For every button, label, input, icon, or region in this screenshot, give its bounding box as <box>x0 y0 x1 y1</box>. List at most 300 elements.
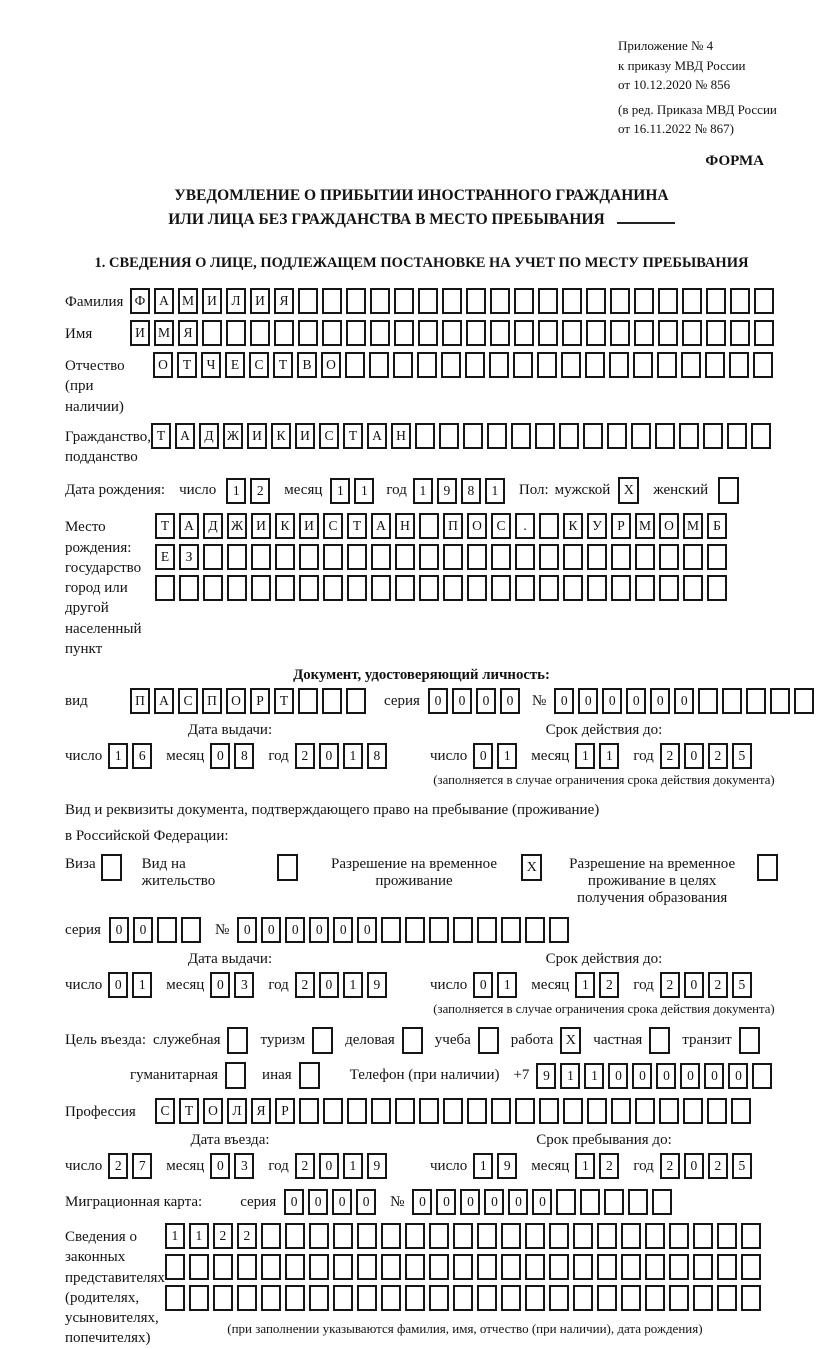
char-cell[interactable]: 0 <box>308 1189 328 1215</box>
char-cell[interactable]: 0 <box>602 688 622 714</box>
char-cell[interactable]: 2 <box>295 972 315 998</box>
char-cell[interactable] <box>752 1063 772 1089</box>
char-cell[interactable]: 0 <box>108 972 128 998</box>
char-cell[interactable] <box>751 423 771 449</box>
char-cell[interactable] <box>346 288 366 314</box>
char-cell[interactable] <box>323 1098 343 1124</box>
char-cell[interactable] <box>706 320 726 346</box>
char-cell[interactable] <box>155 575 175 601</box>
char-cell[interactable] <box>395 575 415 601</box>
char-cell[interactable] <box>251 575 271 601</box>
char-cell[interactable] <box>525 917 545 943</box>
char-cell[interactable] <box>357 1254 377 1280</box>
char-cell[interactable]: 0 <box>428 688 448 714</box>
char-cell[interactable] <box>587 575 607 601</box>
char-cell[interactable]: 2 <box>708 972 728 998</box>
char-cell[interactable] <box>727 423 747 449</box>
char-cell[interactable]: 0 <box>473 743 493 769</box>
char-cell[interactable] <box>419 544 439 570</box>
char-cell[interactable] <box>597 1285 617 1311</box>
char-cell[interactable] <box>707 575 727 601</box>
char-cell[interactable] <box>381 917 401 943</box>
char-cell[interactable] <box>477 1285 497 1311</box>
char-cell[interactable]: А <box>371 513 391 539</box>
char-cell[interactable] <box>573 1223 593 1249</box>
char-cell[interactable]: 3 <box>234 972 254 998</box>
purpose-transit-checkbox[interactable] <box>739 1027 760 1054</box>
char-cell[interactable] <box>706 288 726 314</box>
char-cell[interactable]: 2 <box>250 478 270 504</box>
purpose-other-checkbox[interactable] <box>299 1062 320 1089</box>
char-cell[interactable]: 5 <box>732 743 752 769</box>
purpose-tourism-checkbox[interactable] <box>312 1027 333 1054</box>
char-cell[interactable]: Т <box>347 513 367 539</box>
char-cell[interactable] <box>489 352 509 378</box>
char-cell[interactable] <box>371 575 391 601</box>
char-cell[interactable]: К <box>563 513 583 539</box>
char-cell[interactable]: 8 <box>461 478 481 504</box>
char-cell[interactable] <box>515 544 535 570</box>
char-cell[interactable]: 0 <box>674 688 694 714</box>
char-cell[interactable]: С <box>155 1098 175 1124</box>
char-cell[interactable] <box>535 423 555 449</box>
char-cell[interactable]: 0 <box>284 1189 304 1215</box>
char-cell[interactable] <box>559 423 579 449</box>
char-cell[interactable]: 1 <box>584 1063 604 1089</box>
char-cell[interactable] <box>405 1223 425 1249</box>
char-cell[interactable]: 2 <box>708 743 728 769</box>
char-cell[interactable] <box>346 688 366 714</box>
char-cell[interactable] <box>443 544 463 570</box>
char-cell[interactable]: С <box>249 352 269 378</box>
char-cell[interactable] <box>299 1098 319 1124</box>
char-cell[interactable] <box>514 288 534 314</box>
char-cell[interactable]: Б <box>707 513 727 539</box>
char-cell[interactable] <box>607 423 627 449</box>
char-cell[interactable] <box>722 688 742 714</box>
char-cell[interactable]: О <box>203 1098 223 1124</box>
char-cell[interactable]: 1 <box>560 1063 580 1089</box>
char-cell[interactable] <box>285 1254 305 1280</box>
char-cell[interactable] <box>261 1254 281 1280</box>
char-cell[interactable]: 0 <box>680 1063 700 1089</box>
char-cell[interactable]: 0 <box>508 1189 528 1215</box>
char-cell[interactable]: 1 <box>108 743 128 769</box>
char-cell[interactable] <box>309 1285 329 1311</box>
char-cell[interactable] <box>202 320 222 346</box>
char-cell[interactable]: Л <box>227 1098 247 1124</box>
char-cell[interactable] <box>419 575 439 601</box>
char-cell[interactable] <box>477 1223 497 1249</box>
char-cell[interactable]: О <box>321 352 341 378</box>
char-cell[interactable] <box>658 320 678 346</box>
char-cell[interactable] <box>621 1285 641 1311</box>
char-cell[interactable] <box>717 1254 737 1280</box>
char-cell[interactable] <box>682 288 702 314</box>
char-cell[interactable] <box>562 320 582 346</box>
char-cell[interactable] <box>275 544 295 570</box>
char-cell[interactable]: Ч <box>201 352 221 378</box>
char-cell[interactable] <box>583 423 603 449</box>
char-cell[interactable]: 0 <box>578 688 598 714</box>
char-cell[interactable] <box>275 575 295 601</box>
char-cell[interactable] <box>371 544 391 570</box>
char-cell[interactable]: . <box>515 513 535 539</box>
char-cell[interactable] <box>323 544 343 570</box>
char-cell[interactable] <box>730 288 750 314</box>
char-cell[interactable]: 0 <box>532 1189 552 1215</box>
char-cell[interactable] <box>539 575 559 601</box>
char-cell[interactable]: Е <box>225 352 245 378</box>
char-cell[interactable] <box>370 288 390 314</box>
char-cell[interactable] <box>298 688 318 714</box>
char-cell[interactable]: С <box>491 513 511 539</box>
char-cell[interactable] <box>621 1254 641 1280</box>
char-cell[interactable] <box>333 1223 353 1249</box>
temp-residence-checkbox[interactable]: X <box>521 854 542 881</box>
char-cell[interactable]: Т <box>155 513 175 539</box>
char-cell[interactable] <box>731 1098 751 1124</box>
char-cell[interactable] <box>658 288 678 314</box>
char-cell[interactable] <box>261 1285 281 1311</box>
char-cell[interactable] <box>657 352 677 378</box>
char-cell[interactable] <box>487 423 507 449</box>
char-cell[interactable] <box>463 423 483 449</box>
char-cell[interactable] <box>227 544 247 570</box>
char-cell[interactable]: 0 <box>261 917 281 943</box>
char-cell[interactable] <box>515 1098 535 1124</box>
char-cell[interactable]: Т <box>343 423 363 449</box>
char-cell[interactable] <box>466 320 486 346</box>
char-cell[interactable] <box>394 288 414 314</box>
char-cell[interactable] <box>585 352 605 378</box>
char-cell[interactable]: Ж <box>223 423 243 449</box>
char-cell[interactable]: 0 <box>237 917 257 943</box>
char-cell[interactable]: 1 <box>132 972 152 998</box>
char-cell[interactable] <box>322 288 342 314</box>
char-cell[interactable]: 0 <box>210 1153 230 1179</box>
char-cell[interactable] <box>549 1285 569 1311</box>
char-cell[interactable] <box>515 575 535 601</box>
char-cell[interactable] <box>429 917 449 943</box>
char-cell[interactable]: 0 <box>728 1063 748 1089</box>
char-cell[interactable] <box>429 1223 449 1249</box>
char-cell[interactable] <box>405 917 425 943</box>
char-cell[interactable]: И <box>247 423 267 449</box>
char-cell[interactable]: Н <box>395 513 415 539</box>
char-cell[interactable]: Н <box>391 423 411 449</box>
char-cell[interactable] <box>705 352 725 378</box>
char-cell[interactable]: 2 <box>108 1153 128 1179</box>
char-cell[interactable]: 9 <box>437 478 457 504</box>
char-cell[interactable]: А <box>367 423 387 449</box>
char-cell[interactable] <box>453 1223 473 1249</box>
char-cell[interactable] <box>609 352 629 378</box>
char-cell[interactable] <box>611 1098 631 1124</box>
char-cell[interactable] <box>419 513 439 539</box>
char-cell[interactable]: 1 <box>575 743 595 769</box>
purpose-study-checkbox[interactable] <box>478 1027 499 1054</box>
char-cell[interactable] <box>443 575 463 601</box>
char-cell[interactable]: 0 <box>476 688 496 714</box>
char-cell[interactable] <box>453 917 473 943</box>
char-cell[interactable]: П <box>202 688 222 714</box>
char-cell[interactable] <box>357 1285 377 1311</box>
char-cell[interactable] <box>707 1098 727 1124</box>
char-cell[interactable]: 1 <box>189 1223 209 1249</box>
char-cell[interactable] <box>333 1285 353 1311</box>
blank-underline[interactable] <box>617 208 675 224</box>
char-cell[interactable] <box>659 544 679 570</box>
char-cell[interactable]: О <box>659 513 679 539</box>
char-cell[interactable]: 0 <box>684 1153 704 1179</box>
char-cell[interactable]: 0 <box>650 688 670 714</box>
char-cell[interactable] <box>556 1189 576 1215</box>
char-cell[interactable] <box>357 1223 377 1249</box>
char-cell[interactable] <box>405 1285 425 1311</box>
char-cell[interactable] <box>698 688 718 714</box>
char-cell[interactable]: Я <box>274 288 294 314</box>
char-cell[interactable] <box>381 1254 401 1280</box>
char-cell[interactable]: Я <box>251 1098 271 1124</box>
char-cell[interactable]: 1 <box>343 1153 363 1179</box>
char-cell[interactable]: К <box>275 513 295 539</box>
char-cell[interactable] <box>381 1223 401 1249</box>
char-cell[interactable]: 1 <box>599 743 619 769</box>
char-cell[interactable] <box>309 1223 329 1249</box>
char-cell[interactable]: 0 <box>133 917 153 943</box>
char-cell[interactable] <box>754 320 774 346</box>
char-cell[interactable] <box>703 423 723 449</box>
char-cell[interactable]: И <box>130 320 150 346</box>
char-cell[interactable] <box>655 423 675 449</box>
char-cell[interactable] <box>346 320 366 346</box>
char-cell[interactable]: 1 <box>485 478 505 504</box>
char-cell[interactable]: С <box>178 688 198 714</box>
char-cell[interactable] <box>611 544 631 570</box>
char-cell[interactable] <box>467 1098 487 1124</box>
char-cell[interactable] <box>203 575 223 601</box>
purpose-official-checkbox[interactable] <box>227 1027 248 1054</box>
char-cell[interactable]: 9 <box>367 1153 387 1179</box>
char-cell[interactable]: 2 <box>237 1223 257 1249</box>
char-cell[interactable]: С <box>323 513 343 539</box>
char-cell[interactable] <box>395 1098 415 1124</box>
char-cell[interactable] <box>261 1223 281 1249</box>
char-cell[interactable]: А <box>154 288 174 314</box>
char-cell[interactable] <box>345 352 365 378</box>
male-checkbox[interactable]: X <box>618 477 639 504</box>
char-cell[interactable] <box>299 544 319 570</box>
char-cell[interactable]: 1 <box>575 1153 595 1179</box>
char-cell[interactable]: 2 <box>295 743 315 769</box>
char-cell[interactable] <box>610 288 630 314</box>
char-cell[interactable] <box>631 423 651 449</box>
char-cell[interactable]: 1 <box>413 478 433 504</box>
char-cell[interactable]: У <box>587 513 607 539</box>
char-cell[interactable] <box>439 423 459 449</box>
char-cell[interactable] <box>467 544 487 570</box>
char-cell[interactable]: 0 <box>473 972 493 998</box>
char-cell[interactable] <box>549 1254 569 1280</box>
char-cell[interactable]: Т <box>151 423 171 449</box>
char-cell[interactable]: М <box>154 320 174 346</box>
char-cell[interactable] <box>573 1285 593 1311</box>
char-cell[interactable] <box>693 1223 713 1249</box>
char-cell[interactable] <box>347 544 367 570</box>
char-cell[interactable] <box>729 352 749 378</box>
char-cell[interactable]: 2 <box>660 743 680 769</box>
char-cell[interactable]: М <box>683 513 703 539</box>
char-cell[interactable] <box>213 1285 233 1311</box>
char-cell[interactable]: 6 <box>132 743 152 769</box>
char-cell[interactable] <box>347 575 367 601</box>
char-cell[interactable] <box>490 320 510 346</box>
char-cell[interactable] <box>429 1254 449 1280</box>
char-cell[interactable] <box>573 1254 593 1280</box>
char-cell[interactable] <box>610 320 630 346</box>
char-cell[interactable] <box>634 288 654 314</box>
char-cell[interactable] <box>586 320 606 346</box>
char-cell[interactable] <box>333 1254 353 1280</box>
char-cell[interactable] <box>251 544 271 570</box>
char-cell[interactable]: 0 <box>704 1063 724 1089</box>
char-cell[interactable] <box>465 352 485 378</box>
char-cell[interactable]: И <box>250 288 270 314</box>
char-cell[interactable] <box>491 544 511 570</box>
char-cell[interactable]: 0 <box>210 743 230 769</box>
char-cell[interactable] <box>417 352 437 378</box>
char-cell[interactable] <box>537 352 557 378</box>
char-cell[interactable] <box>227 575 247 601</box>
char-cell[interactable]: А <box>154 688 174 714</box>
char-cell[interactable] <box>419 1098 439 1124</box>
char-cell[interactable]: 2 <box>660 1153 680 1179</box>
char-cell[interactable]: 0 <box>333 917 353 943</box>
char-cell[interactable]: 8 <box>367 743 387 769</box>
char-cell[interactable] <box>525 1254 545 1280</box>
char-cell[interactable]: 0 <box>109 917 129 943</box>
char-cell[interactable]: 0 <box>309 917 329 943</box>
purpose-business-checkbox[interactable] <box>402 1027 423 1054</box>
char-cell[interactable] <box>298 320 318 346</box>
char-cell[interactable] <box>633 352 653 378</box>
char-cell[interactable] <box>466 288 486 314</box>
char-cell[interactable] <box>309 1254 329 1280</box>
char-cell[interactable]: 0 <box>554 688 574 714</box>
char-cell[interactable] <box>538 288 558 314</box>
char-cell[interactable] <box>659 575 679 601</box>
char-cell[interactable] <box>682 320 702 346</box>
char-cell[interactable] <box>285 1285 305 1311</box>
char-cell[interactable] <box>405 1254 425 1280</box>
char-cell[interactable]: 1 <box>165 1223 185 1249</box>
char-cell[interactable] <box>157 917 177 943</box>
temp-residence-education-checkbox[interactable] <box>757 854 778 881</box>
char-cell[interactable] <box>635 1098 655 1124</box>
char-cell[interactable] <box>491 1098 511 1124</box>
residence-permit-checkbox[interactable] <box>277 854 298 881</box>
char-cell[interactable] <box>693 1254 713 1280</box>
char-cell[interactable] <box>707 544 727 570</box>
char-cell[interactable]: И <box>251 513 271 539</box>
char-cell[interactable]: Т <box>179 1098 199 1124</box>
char-cell[interactable] <box>477 1254 497 1280</box>
char-cell[interactable] <box>453 1254 473 1280</box>
char-cell[interactable]: 2 <box>599 1153 619 1179</box>
char-cell[interactable] <box>501 917 521 943</box>
char-cell[interactable]: 0 <box>632 1063 652 1089</box>
char-cell[interactable] <box>669 1285 689 1311</box>
char-cell[interactable] <box>611 575 631 601</box>
purpose-private-checkbox[interactable] <box>649 1027 670 1054</box>
char-cell[interactable] <box>513 352 533 378</box>
char-cell[interactable] <box>587 1098 607 1124</box>
char-cell[interactable] <box>539 1098 559 1124</box>
char-cell[interactable]: Д <box>203 513 223 539</box>
char-cell[interactable]: 0 <box>356 1189 376 1215</box>
char-cell[interactable] <box>477 917 497 943</box>
char-cell[interactable] <box>322 320 342 346</box>
char-cell[interactable]: Ж <box>227 513 247 539</box>
char-cell[interactable] <box>746 688 766 714</box>
char-cell[interactable] <box>683 1098 703 1124</box>
char-cell[interactable] <box>683 544 703 570</box>
char-cell[interactable] <box>586 288 606 314</box>
char-cell[interactable]: 0 <box>332 1189 352 1215</box>
char-cell[interactable]: 0 <box>684 972 704 998</box>
char-cell[interactable] <box>453 1285 473 1311</box>
char-cell[interactable] <box>730 320 750 346</box>
char-cell[interactable] <box>597 1223 617 1249</box>
char-cell[interactable]: 1 <box>497 743 517 769</box>
char-cell[interactable] <box>501 1285 521 1311</box>
char-cell[interactable] <box>525 1223 545 1249</box>
char-cell[interactable]: 0 <box>210 972 230 998</box>
char-cell[interactable] <box>562 288 582 314</box>
char-cell[interactable]: 1 <box>343 972 363 998</box>
char-cell[interactable] <box>203 544 223 570</box>
char-cell[interactable]: 0 <box>285 917 305 943</box>
char-cell[interactable] <box>645 1285 665 1311</box>
char-cell[interactable] <box>285 1223 305 1249</box>
char-cell[interactable]: 0 <box>452 688 472 714</box>
purpose-work-checkbox[interactable]: X <box>560 1027 581 1054</box>
char-cell[interactable] <box>274 320 294 346</box>
char-cell[interactable] <box>418 320 438 346</box>
char-cell[interactable]: 1 <box>226 478 246 504</box>
char-cell[interactable] <box>635 544 655 570</box>
char-cell[interactable] <box>645 1223 665 1249</box>
char-cell[interactable] <box>794 688 814 714</box>
char-cell[interactable]: 9 <box>536 1063 556 1089</box>
char-cell[interactable]: 7 <box>132 1153 152 1179</box>
char-cell[interactable]: 0 <box>500 688 520 714</box>
char-cell[interactable] <box>597 1254 617 1280</box>
char-cell[interactable]: П <box>130 688 150 714</box>
char-cell[interactable] <box>323 575 343 601</box>
char-cell[interactable]: 0 <box>412 1189 432 1215</box>
char-cell[interactable] <box>681 352 701 378</box>
char-cell[interactable]: Т <box>273 352 293 378</box>
char-cell[interactable]: Л <box>226 288 246 314</box>
char-cell[interactable]: 0 <box>460 1189 480 1215</box>
char-cell[interactable] <box>717 1285 737 1311</box>
char-cell[interactable]: 2 <box>599 972 619 998</box>
char-cell[interactable]: В <box>297 352 317 378</box>
char-cell[interactable] <box>213 1254 233 1280</box>
char-cell[interactable]: 1 <box>473 1153 493 1179</box>
